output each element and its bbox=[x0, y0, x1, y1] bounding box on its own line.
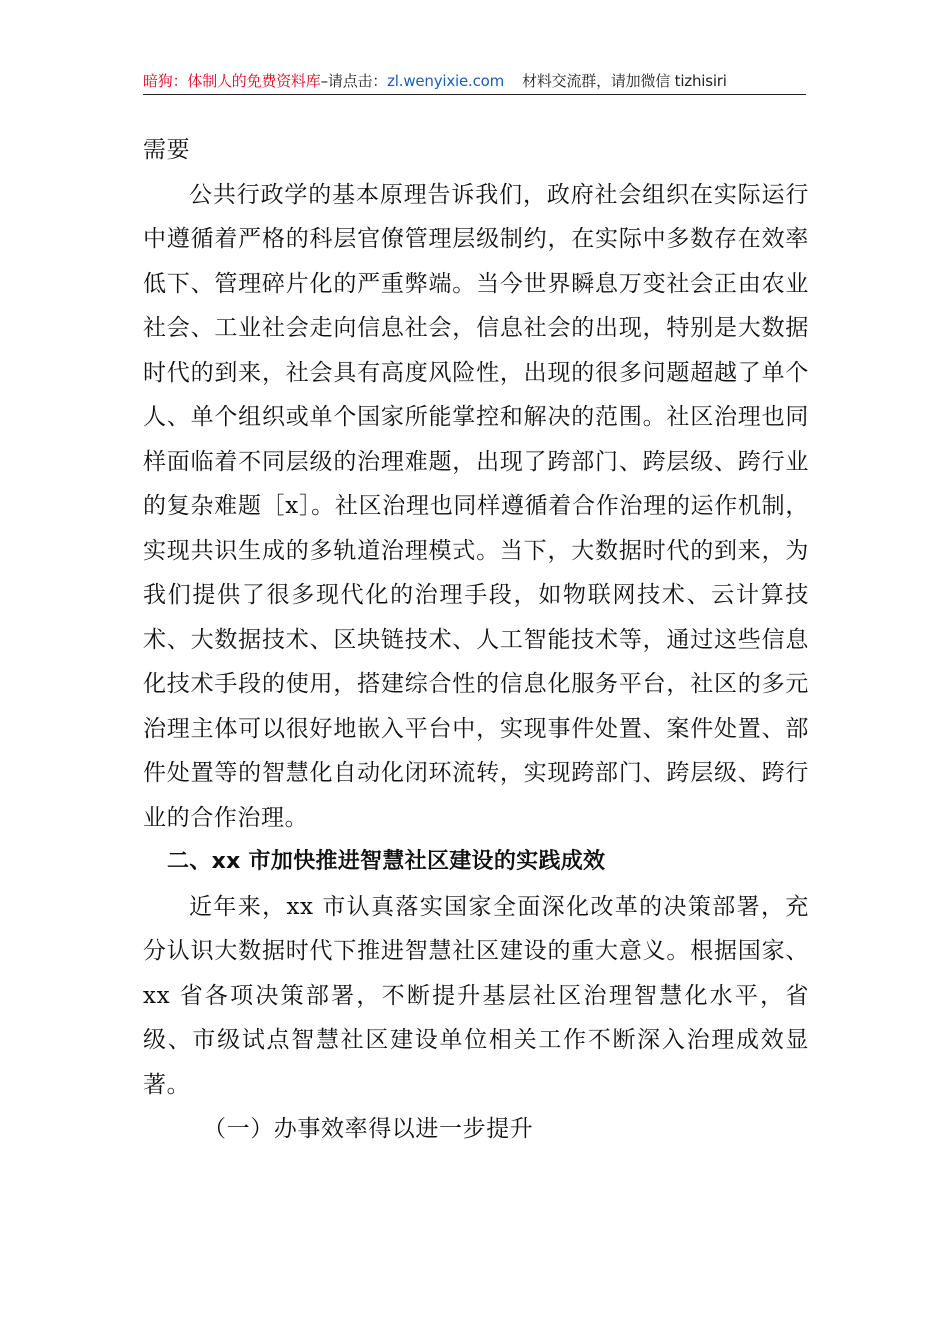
page-header bbox=[143, 68, 806, 95]
paragraph-recent-years: 近年来，xx 市认真落实国家全面深化改革的决策部署，充分认识大数据时代下推进智慧社区建设的重大意义。根据国家、xx 省各项决策部署，不断提升基层社区治理智慧化水平，省级、市级试点智慧社区建设单位相关工作不断深入治理成效显著。 bbox=[143, 893, 809, 1098]
header-wechat-note: 材料交流群，请加微信 tizhisiri bbox=[522, 72, 727, 90]
paragraph-public-administration: 公共行政学的基本原理告诉我们，政府社会组织在实际运行中遵循着严格的科层官僚管理层级制约，在实际中多数存在效率低下、管理碎片化的严重弊端。当今世界瞬息万变社会正由农业社会、工业社会走向信息社会，信息社会的出现，特别是大数据时代的到来，社会具有高度风险性，出现的很多问题超越了单个人、单个组织或单个国家所能掌控和解决的范围。社区治理也同样面临着不同层级的治理难题，出现了跨部门、跨层级、跨行业的复杂难题［x］。社区治理也同样遵循着合作治理的运作机制，实现共识生成的多轨道治理模式。当下，大数据时代的到来，为我们提供了很多现代化的治理手段，如物联网技术、云计算技术、大数据技术、区块链技术、人工智能技术等，通过这些信息化技术手段的使用，搭建综合性的信息化服务平台，社区的多元治理主体可以很好地嵌入平台中，实现事件处置、案件处置、部件处置等的智慧化自动化闭环流转，实现跨部门、跨层级、跨行业的合作治理。 bbox=[143, 181, 809, 831]
document-body bbox=[143, 128, 809, 1152]
header-site-name: 暗狗：体制人的免费资料库 bbox=[143, 72, 321, 90]
subsection-heading-1: （一）办事效率得以进一步提升 bbox=[203, 1116, 534, 1142]
header-click-prompt: –请点击： bbox=[320, 72, 388, 90]
continuation-line: 需要 bbox=[143, 137, 191, 163]
section-heading-2: 二、xx 市加快推进智慧社区建设的实践成效 bbox=[167, 849, 606, 874]
header-url-link[interactable]: zl.wenyixie.com bbox=[387, 72, 505, 90]
